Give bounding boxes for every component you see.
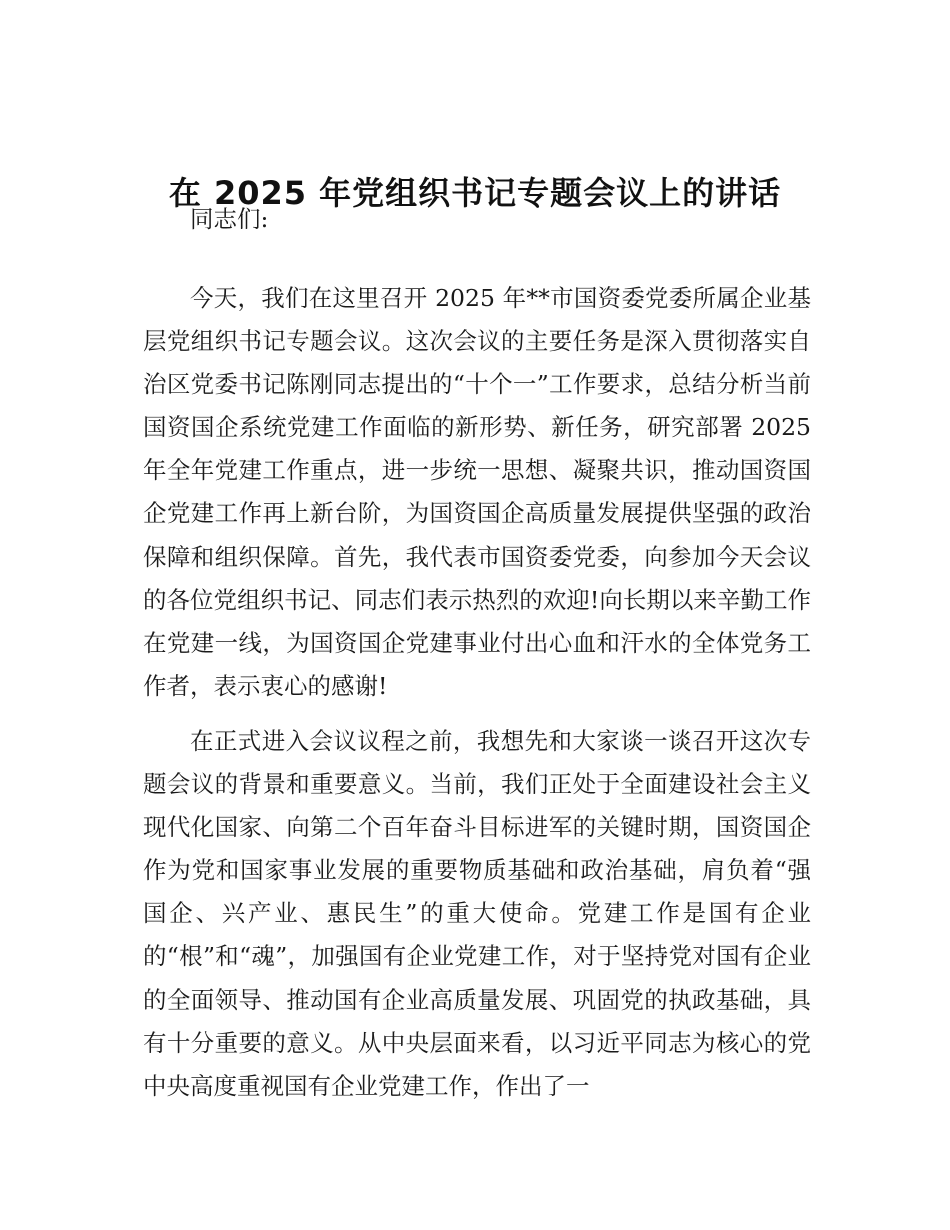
paragraph-opening: 今天，我们在这里召开 2025 年**市国资委党委所属企业基层党组织书记专题会议。这次会议的主要任务是深入贯彻落实自治区党委书记陈刚同志提出的“十个一”工作要求，总结分析当前国资国企系统党建工作面临的新形势、新任务，研究部署 2025 年全年党建工作重点，进一步统一思想、凝聚共识，推动国资国企党建工作再上新台阶，为国资国企高质量发展提供坚强的政治保障和组织保障。首先，我代表市国资委党委，向参加今天会议的各位党组织书记、同志们表示热烈的欢迎!向长期以来辛勤工作在党建一线，为国资国企党建事业付出心血和汗水的全体党务工作者，表示衷心的感谢!: [143, 284, 811, 700]
paragraph-background: 在正式进入会议议程之前，我想先和大家谈一谈召开这次专题会议的背景和重要意义。当前，我们正处于全面建设社会主义现代化国家、向第二个百年奋斗目标进军的关键时期，国资国企作为党和国家事业发展的重要物质基础和政治基础，肩负着“强国企、兴产业、惠民生”的重大使命。党建工作是国有企业的“根”和“魂”，加强国有企业党建工作，对于坚持党对国有企业的全面领导、推动国有企业高质量发展、巩固党的执政基础，具有十分重要的意义。从中央层面来看，以习近平同志为核心的党中央高度重视国有企业党建工作，作出了一: [143, 727, 811, 1100]
salutation: 同志们:: [190, 205, 269, 233]
document-title: 在 2025 年党组织书记专题会议上的讲话: [168, 174, 782, 212]
